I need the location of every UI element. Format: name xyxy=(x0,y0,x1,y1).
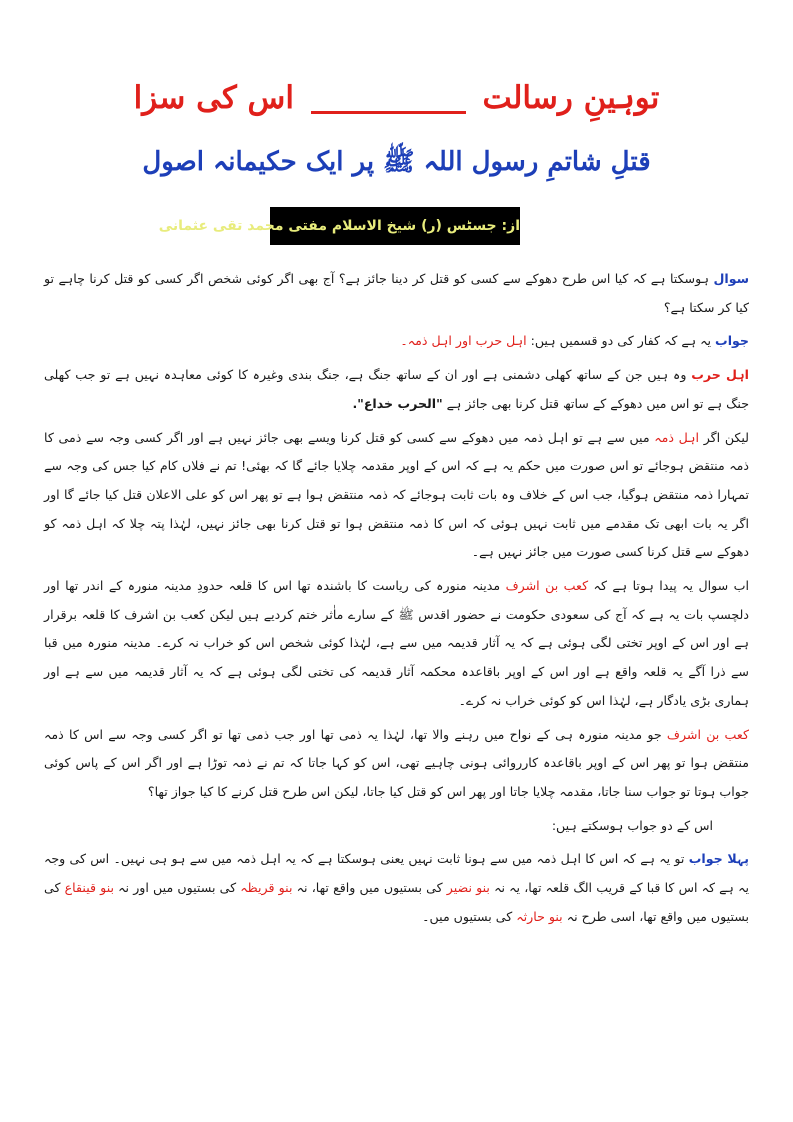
paragraph-question-kaab xyxy=(44,572,749,716)
highlight-text: اہل ذمہ xyxy=(654,429,700,445)
paragraph-ahl-dhimma xyxy=(44,424,749,568)
tribe-name: بنو قینقاع xyxy=(64,880,114,896)
paragraph-text: وہ ہیں جن کے ساتھ کھلی دشمنی ہے اور ان کے ساتھ جنگ ہے، جنگ بندی وغیرہ کا کوئی معاہدہ نہیں ہے تو جب کھلی جنگ ہے تو اس میں دھوکے کے ساتھ قتل کرنا بھی جائز ہے xyxy=(44,367,749,411)
tribe-name: بنو قریظہ xyxy=(240,880,293,896)
paragraph-text: کی بستیوں میں اور نہ xyxy=(114,880,241,896)
paragraph-lead-plain: اب سوال یہ پیدا ہوتا ہے کہ xyxy=(588,578,749,594)
paragraph-text: میں سے ہے تو اہل ذمہ میں دھوکے سے کسی کو قتل کرنا ویسے بھی جائز نہیں ہے اور اگر کسی وجہ سے ذمی کا ذمہ منتقض ہوجائے تو اس صورت میں حکم یہ ہے کہ اس کے اوپر مقدمہ چلایا جائے گا کہ بھئی! تم نے فلاں کام کیا جس کی وجہ سے تمہارا ذمہ منتقض ہوگیا، جب اس کے خلاف وہ بات ثابت ہوجائے کہ ذمہ منتقض ہوا ہے تو پھر اس کو علی الاعلان قتل کیا جائے گا اور اگر یہ بات ابھی تک مقدمے میں ثابت نہیں ہوئی کہ اس کا ذمہ منتقض ہوا تو قتل کرنا بھی جائز نہیں، لہٰذا پتہ چلا کہ اہل ذمہ کو دھوکے سے قتل کرنا کسی صورت میں جائز نہیں ہے۔ xyxy=(44,429,749,560)
lead-word: سوال xyxy=(713,271,749,286)
paragraph-lead-plain: لیکن اگر xyxy=(699,429,749,445)
paragraph-answer xyxy=(44,327,749,356)
tribe-name: بنو نضیر xyxy=(446,880,490,896)
page-title xyxy=(0,68,793,128)
highlight-text: کعب بن اشرف xyxy=(666,726,749,742)
title-right-part: اس کی سزا xyxy=(133,80,294,116)
lead-word: جواب xyxy=(715,333,749,349)
quote-text: "الحرب خداع". xyxy=(352,395,443,411)
lead-word: اہل حرب xyxy=(691,367,749,383)
paragraph-first-answer xyxy=(44,845,749,931)
lead-word: پہلا جواب xyxy=(688,851,749,867)
paragraph-kaab-dhimmi xyxy=(44,721,749,807)
paragraph-text: مدینہ منورہ کی ریاست کا باشندہ تھا اس کا قلعہ حدودِ مدینہ منورہ کے اندر تھا اور دلچسپ بات یہ ہے کہ آج کی سعودی حکومت نے حضور اقدس ﷺ کے سارے ماٰثر ختم کردیے ہیں لیکن کعب بن اشرف کا قلعہ برقرار ہے اور اس کے اوپر تختی لگی ہوئی ہے کہ یہ آثار قدیمہ میں سے ہے، لہٰذا کوئی شخص اس کو خراب نہ کرے۔ مدینہ منورہ میں قبا سے ذرا آگے یہ قلعہ واقع ہے اور اس کے اوپر باقاعدہ محکمہ آثار قدیمہ کی تختی لگی ہوئی ہے کہ یہ آثار قدیمہ میں سے ہے اور ہماری بڑی یادگار ہے، لہٰذا اس کو کوئی خراب نہ کرے۔ xyxy=(44,578,749,708)
paragraph-text: جو مدینہ منورہ ہی کے نواح میں رہنے والا تھا، لہٰذا یہ ذمی تھا اور جب ذمی تھا تو اگر کسی وجہ سے اس کا ذمہ منتقض ہوا تو پھر اس کے اوپر باقاعدہ کارروائی ہونی چاہیے تھی، اس کو کہا جاتا کہ تم نے ذمہ توڑا ہے اور اگر اس کے پاس کوئی جواب ہوتا تو جواب سنا جاتا، مقدمہ چلایا جاتا اور پھر اس کو قتل کیا جاتا، لیکن اس طرح قتل کرنے کا کیا جواز تھا؟ xyxy=(44,726,749,799)
paragraph-text: کی بستیوں میں۔ xyxy=(422,908,517,924)
highlight-text: کعب بن اشرف xyxy=(505,578,589,594)
author-prefix: از: xyxy=(501,218,520,234)
article-body xyxy=(44,265,749,1085)
page-subtitle: قتلِ شاتمِ رسول اللہ ﷺ پر ایک حکیمانہ اصول xyxy=(142,147,651,177)
paragraph-two-answers: اس کے دو جواب ہوسکتے ہیں: xyxy=(551,817,713,833)
title-divider xyxy=(311,85,466,114)
paragraph-text: کی بستیوں میں واقع تھا، اسی طرح نہ xyxy=(44,880,749,924)
paragraph-text: یہ ہے کہ کفار کی دو قسمیں ہیں: xyxy=(526,333,716,349)
paragraph-text: تو یہ ہے کہ اس کا اہل ذمہ میں سے ہونا ثابت نہیں یعنی ہوسکتا ہے کہ یہ اہل ذمہ میں سے ہو ہی نہیں۔ اس کی وجہ یہ ہے کہ اس کا قبا کے قریب الگ قلعہ تھا، یہ نہ xyxy=(44,851,749,896)
paragraph-question xyxy=(44,265,749,322)
tribe-name: بنو حارثہ xyxy=(516,908,563,924)
paragraph-ahl-harb xyxy=(44,361,749,418)
paragraph-text: ہوسکتا ہے کہ کیا اس طرح دھوکے سے کسی کو قتل کر دینا جائز ہے؟ آج بھی اگر کوئی شخص اگر کسی کو قتل کرنا چاہے تو کیا کر سکتا ہے؟ xyxy=(44,271,749,315)
highlight-text: اہل حرب اور اہل ذمہ۔ xyxy=(400,333,527,349)
author-name: جسٹس (ر) شیخ الاسلام مفتی محمد تقی عثمانی xyxy=(158,218,497,234)
title-left-part: توہینِ رسالت xyxy=(482,80,660,116)
author-banner xyxy=(158,207,520,245)
paragraph-text: کی بستیوں میں واقع تھا، نہ xyxy=(292,880,447,896)
